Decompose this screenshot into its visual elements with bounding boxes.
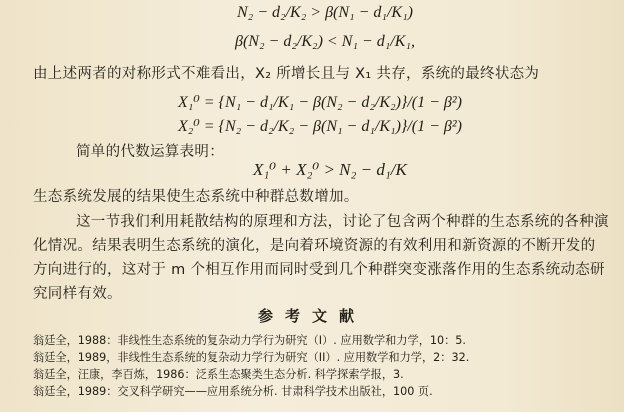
paragraph-summary-line-4: 究同样有效。 — [33, 286, 122, 302]
paragraph-conclusion: 生态系统发展的结果使生态系统中种群总数增加。 — [33, 189, 359, 205]
paragraph-summary-line-3: 方向进行的，这对于 m 个相互作用而同时受到几个种群突变涨落作用的生态系统动态研 — [33, 262, 605, 278]
paragraph-summary-line-1: 这一节我们利用耗散结构的原理和方法，讨论了包含两个种群的生态系统的各种演 — [76, 214, 609, 230]
reference-item: 翁廷全，1989：交叉科学研究——应用系统分析. 甘肃科学技术出版社，100 页. — [33, 385, 433, 398]
references-heading: 参考文献 — [257, 307, 366, 325]
reference-item: 翁廷全，汪康，李百炼，1986：泛系生态聚类生态分析. 科学探索学报，3. — [33, 368, 404, 381]
reference-item: 翁廷全，1989，非线性生态系统的复杂动力学行为研究（II）. 应用数学和力学，2：32. — [33, 351, 470, 364]
paragraph-summary-line-2: 化情况。结果表明生态系统的演化，是向着环境资源的有效利用和新资源的不断开发的 — [33, 238, 596, 254]
inequality-1: N₂ − d₂/K₂ > β(N₁ − d₁/K₁) — [237, 4, 413, 21]
paragraph-algebra: 简单的代数运算表明： — [76, 144, 224, 160]
equation-x2-steady: X₂⁰ = {N₂ − d₂/K₂ − β(N₁ − d₁/K₁)}/(1 − β²) — [178, 118, 462, 135]
equation-x1-steady: X₁⁰ = {N₁ − d₁/K₁ − β(N₂ − d₂/K₂)}/(1 − β²) — [178, 94, 462, 111]
paragraph-steady-state: 由上述两者的对称形式不难看出，X₂ 所增长且与 X₁ 共存，系统的最终状态为 — [33, 66, 540, 82]
equation-sum: X₁⁰ + X₂⁰ > N₂ − d₁/K — [253, 160, 407, 179]
inequality-2: β(N₂ − d₂/K₂) < N₁ − d₁/K₁, — [235, 33, 415, 50]
reference-item: 翁廷全，1988：非线性生态系统的复杂动力学行为研究（I）. 应用数学和力学，10：5. — [33, 334, 466, 347]
